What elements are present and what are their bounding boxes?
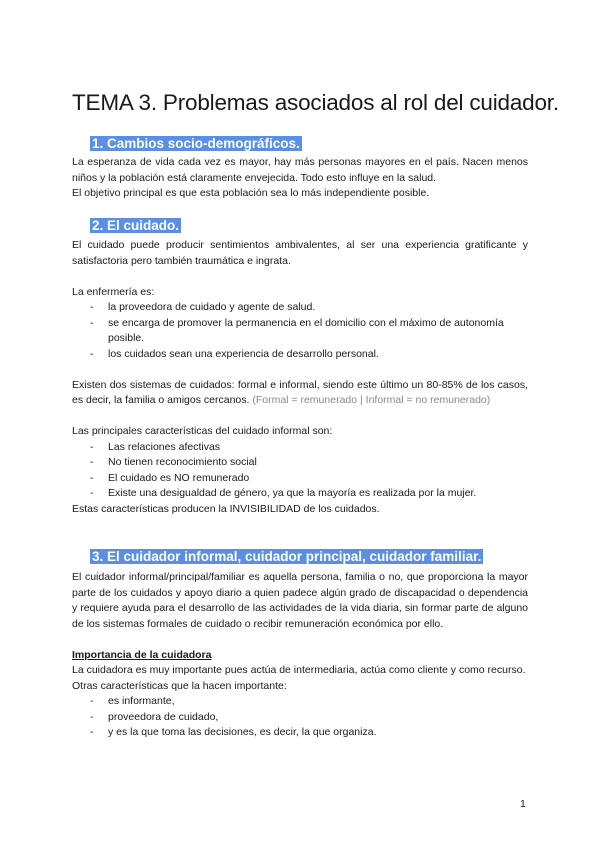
- list-item: - El cuidado es NO remunerado: [72, 471, 528, 487]
- section-1-paragraph-2: El objetivo principal es que esta población sea lo más independiente posible.: [72, 187, 430, 199]
- section-2-body: [72, 238, 528, 517]
- list-item: - proveedora de cuidado,: [72, 710, 528, 726]
- informal-care-intro: Las principales características del cuidado informal son:: [72, 425, 333, 437]
- page-title: TEMA 3. Problemas asociados al rol del cuidador.: [72, 90, 559, 115]
- section-heading-2: [90, 218, 181, 233]
- other-characteristics-list: [72, 694, 528, 741]
- section-2-paragraph-1: El cuidado puede producir sentimientos ambivalentes, al ser una experiencia gratificante y satisfactoria pero también traumática e ingrata.: [72, 239, 528, 267]
- subsection-heading: Importancia de la cuidadora: [72, 648, 212, 661]
- list-item: - se encarga de promover la permanencia en el domicilio con el máximo de autonomía posible.: [72, 316, 528, 347]
- informal-care-list: [72, 440, 528, 502]
- section-3-body: [72, 570, 528, 741]
- section-heading-1-text: 1. Cambios socio-demográficos.: [92, 136, 300, 151]
- section-3-paragraph-2: La cuidadora es muy importante pues actúa de intermediaria, actúa como cliente y como recurso.: [72, 664, 526, 676]
- section-heading-2-text: 2. El cuidado.: [92, 218, 180, 233]
- section-1-body: [72, 155, 528, 202]
- care-systems-text: Existen dos sistemas de cuidados: formal e informal, siendo este último un 80-85% de los casos, es decir, la familia o amigos cercanos.: [72, 378, 528, 406]
- section-3-paragraph-1: El cuidador informal/principal/familiar es aquella persona, familia o no, que proporciona la mayor parte de los cuidados y apoyo diario a quien padece algún grado de discapacidad o dependencia y requiere ayuda para el desarrollo de las actividades de la vida diaria, sin formar parte de alguno de los sistemas formales de cuidado o recibir remuneración económica por ello.: [72, 571, 528, 630]
- list-item: - es informante,: [72, 694, 528, 710]
- other-characteristics-intro: Otras características que la hacen importante:: [72, 679, 287, 692]
- care-systems-note: (Formal = remunerado | Informal = no remunerado): [252, 394, 491, 406]
- informal-care-outro: Estas características producen la INVISIBILIDAD de los cuidados.: [72, 502, 380, 515]
- care-systems-paragraph: [72, 378, 528, 409]
- list-item: - la proveedora de cuidado y agente de salud.: [72, 300, 528, 316]
- nursing-intro: La enfermería es:: [72, 285, 155, 298]
- section-1-paragraph-1: La esperanza de vida cada vez es mayor, hay más personas mayores en el país. Nacen menos niños y la población está claramente envejecida. Todo esto influye en la salud.: [72, 156, 528, 184]
- list-item: - Las relaciones afectivas: [72, 440, 528, 456]
- list-item: - y es la que toma las decisiones, es decir, la que organiza.: [72, 725, 528, 741]
- section-heading-3: [90, 549, 483, 564]
- list-item: - Existe una desigualdad de género, ya que la mayoría es realizada por la mujer.: [72, 486, 528, 502]
- section-heading-1: [90, 136, 302, 151]
- page-number: 1: [520, 798, 526, 810]
- section-heading-3-text: 3. El cuidador informal, cuidador principal, cuidador familiar.: [92, 549, 482, 564]
- nursing-list: [72, 300, 528, 362]
- list-item: - No tienen reconocimiento social: [72, 455, 528, 471]
- list-item: - los cuidados sean una experiencia de desarrollo personal.: [72, 347, 528, 363]
